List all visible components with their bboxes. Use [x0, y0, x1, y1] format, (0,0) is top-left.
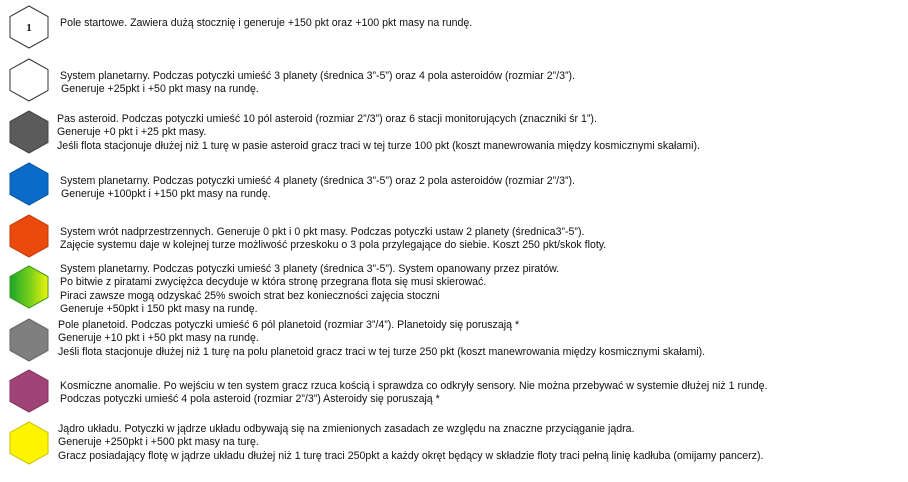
legend-line: Generuje +250pkt i +500 pkt masy na turę.: [58, 436, 259, 449]
legend-description: [60, 263, 559, 317]
hexagon-icon: [8, 58, 50, 102]
legend-line: Kosmiczne anomalie. Po wejściu w ten system gracz rzuca kością i sprawdza co odkryły sensory. Nie można przebywać w systemie dłużej niż 1 rundę.: [60, 380, 768, 392]
hex-asteroid-belt: [8, 110, 50, 154]
hex-start: [8, 5, 50, 49]
hexagon-icon: [8, 318, 50, 362]
legend-line: Gracz posiadający flotę w jądrze układu dłużej niż 1 turę traci 250pkt a każdy okręt będący w składzie floty traci pełną linię kadłuba (omijamy pancerz).: [58, 449, 764, 462]
legend-description: [60, 175, 575, 202]
legend-description: [58, 319, 705, 359]
legend-line: Podczas potyczki umieść 4 pola asteroid (rozmiar 2”/3”) Asteroidy się poruszają *: [60, 393, 440, 406]
legend-description: [60, 226, 606, 253]
legend-description: [57, 113, 700, 153]
hex-hyperspace-gate: [8, 214, 50, 258]
legend-description: [58, 423, 763, 463]
hexagon-icon: [8, 265, 50, 309]
hex-number: 1: [26, 22, 32, 34]
legend-line: Generuje +100pkt i +150 pkt masy na rundę.: [61, 188, 271, 201]
legend-line: Generuje +10 pkt i +50 pkt masy na rundę.: [58, 332, 259, 345]
legend-line: System wrót nadprzestrzennych. Generuje 0 pkt i 0 pkt masy. Podczas potyczki ustaw 2 planety (średnica3”-5”).: [60, 226, 585, 238]
hexagon-icon: [8, 110, 50, 154]
hexagon-icon: [8, 5, 50, 49]
legend-line: Generuje +50pkt i 150 pkt masy na rundę.: [60, 303, 258, 316]
legend-line: System planetarny. Podczas potyczki umieść 4 planety (średnica 3”-5”) oraz 2 pola asteroidów (rozmiar 2”/3”).: [60, 175, 575, 187]
legend-line: Jądro układu. Potyczki w jądrze układu odbywają się na zmienionych zasadach ze względu na znaczne przyciąganie jądra.: [58, 423, 635, 435]
legend-line: Pole planetoid. Podczas potyczki umieść 6 pól planetoid (rozmiar 3”/4”). Planetoidy się poruszają *: [58, 319, 520, 331]
legend-line: Generuje +0 pkt i +25 pkt masy.: [57, 126, 207, 139]
legend-line: System planetarny. Podczas potyczki umieść 3 planety (średnica 3”-5”) oraz 4 pola asteroidów (rozmiar 2”/3”).: [60, 70, 575, 82]
hexagon-icon: [8, 214, 50, 258]
hex-core: [8, 421, 50, 465]
hex-planetoid-field: [8, 318, 50, 362]
hexagon-icon: [8, 162, 50, 206]
hexagon-icon: [8, 369, 50, 413]
hex-space-anomalies: [8, 369, 50, 413]
legend-line: System planetarny. Podczas potyczki umieść 3 planety (średnica 3”-5”). System opanowany przez piratów.: [60, 263, 560, 275]
legend-line: Jeśli flota stacjonuje dłużej niż 1 turę na polu planetoid gracz traci w tej turze 250 pkt (koszt manewrowania między kosmicznymi skałami).: [58, 345, 706, 358]
legend-line: Po bitwie z piratami zwyciężca decyduje w która stronę przegrana flota się musi skierować.: [60, 276, 487, 289]
legend-line: Pas asteroid. Podczas potyczki umieść 10 pól asteroid (rozmiar 2”/3”) oraz 6 stacji monitorujących (znaczniki śr 1”).: [57, 113, 597, 125]
legend-line: Piraci zawsze mogą odzyskać 25% swoich strat bez konieczności zajęcia stoczni: [60, 289, 440, 302]
hex-pirate-system: [8, 265, 50, 309]
legend-line: Jeśli flota stacjonuje dłużej niż 1 turę w pasie asteroid gracz traci w tej turze 100 pkt (koszt manewrowania między kosmicznymi skałami).: [57, 139, 700, 152]
hexagon-icon: [8, 421, 50, 465]
hex-planetary-system: [8, 58, 50, 102]
legend-line: Generuje +25pkt i +50 pkt masy na rundę.: [61, 83, 259, 96]
hex-planetary-system-blue: [8, 162, 50, 206]
legend-line: Pole startowe. Zawiera dużą stocznię i generuje +150 pkt oraz +100 pkt masy na rundę.: [60, 17, 473, 29]
legend-description: [60, 17, 472, 30]
legend-description: [60, 70, 575, 97]
legend-line: Zajęcie systemu daje w kolejnej turze możliwość przeskoku o 3 pola przylegające do siebie. Koszt 250 pkt/skok floty.: [60, 239, 607, 252]
legend-description: [60, 380, 768, 407]
